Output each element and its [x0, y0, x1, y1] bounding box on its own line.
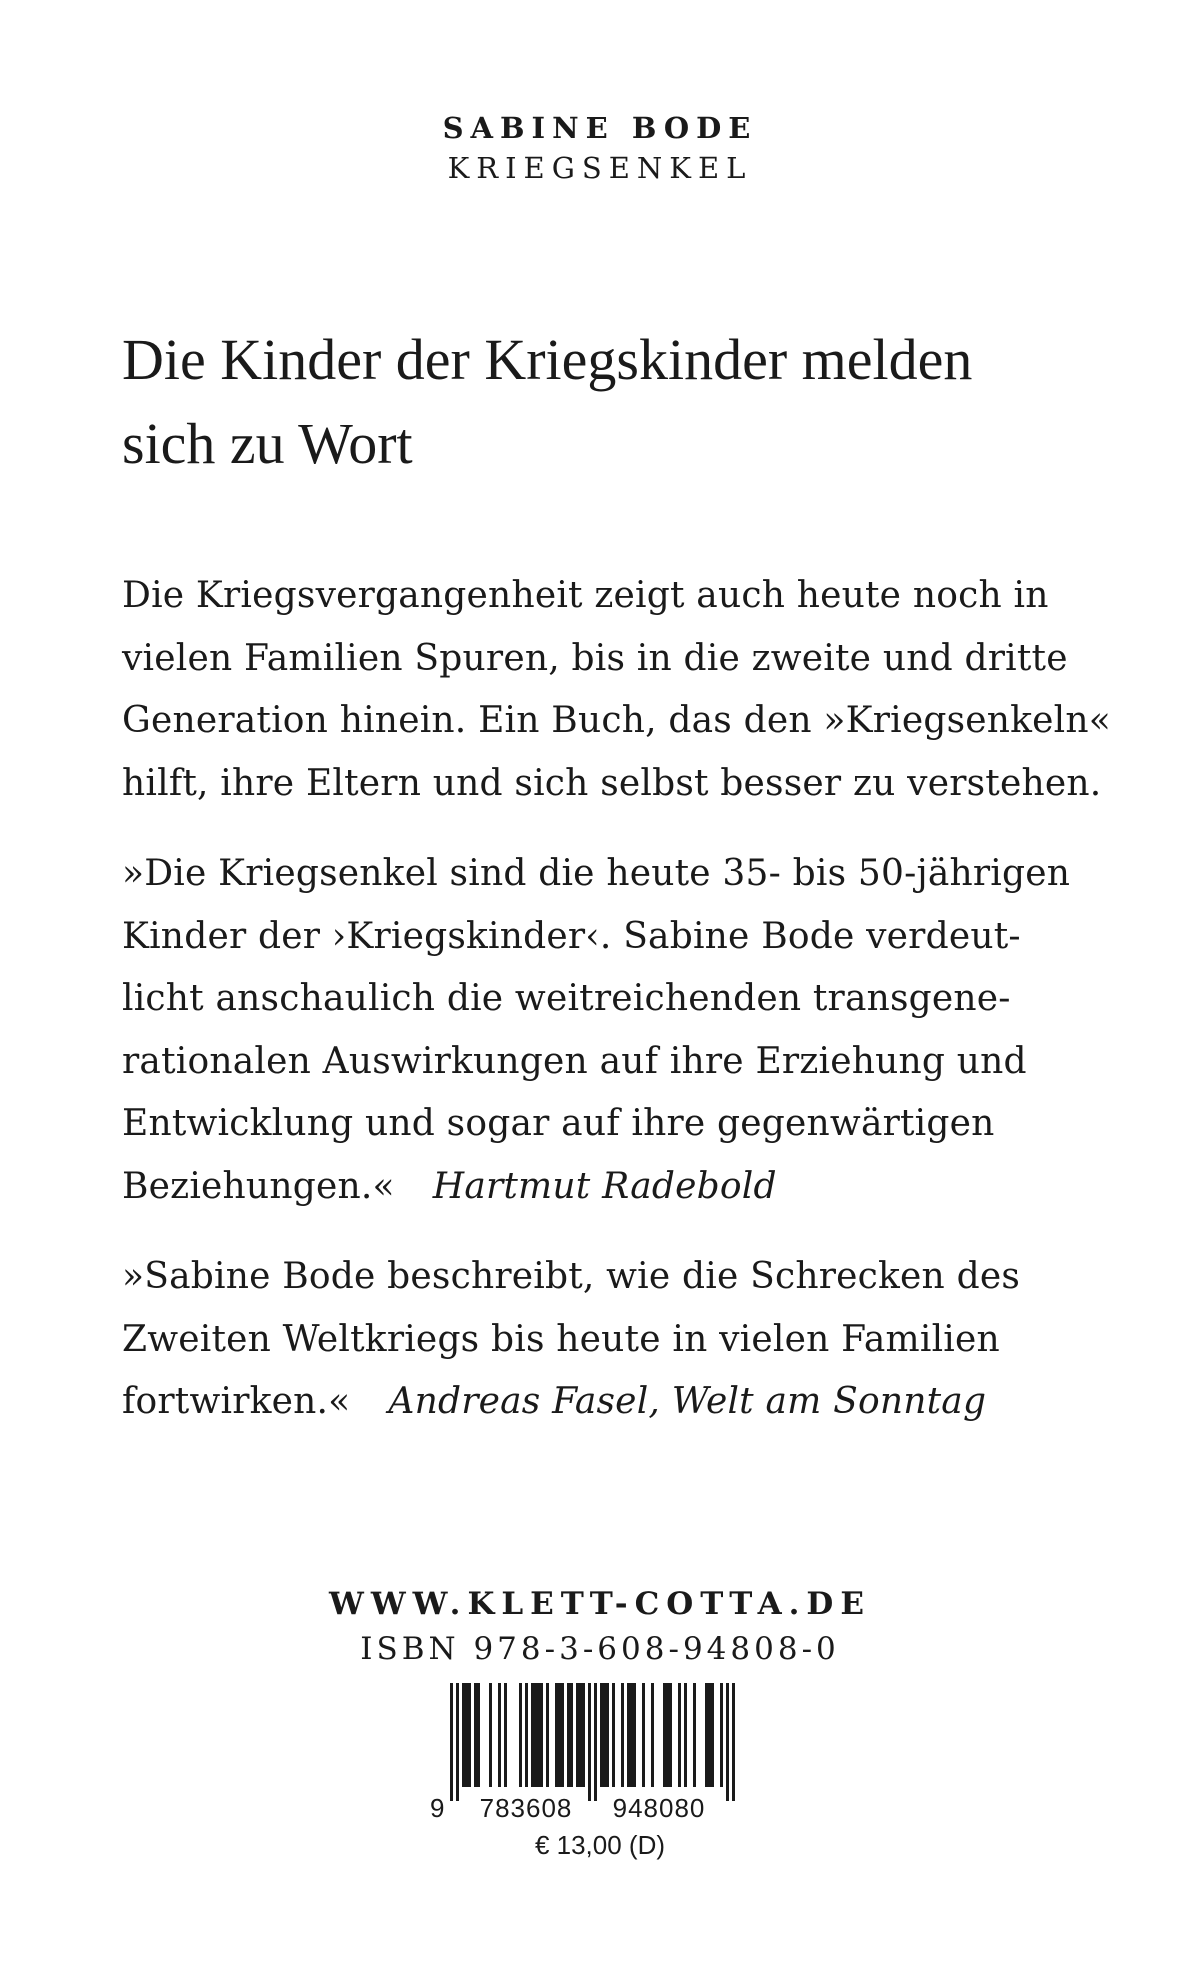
barcode-bar	[540, 1683, 543, 1787]
barcode-bar	[465, 1683, 468, 1787]
barcode-bar	[720, 1683, 723, 1787]
barcode-guard-bar	[456, 1683, 459, 1801]
review-quote-radebold	[122, 843, 1122, 1218]
isbn-number: ISBN 978-3-608-94808-0	[360, 1631, 840, 1667]
headline-line: sich zu Wort	[122, 411, 413, 476]
barcode-guard-bar	[726, 1683, 729, 1801]
barcode-bar	[570, 1683, 573, 1787]
barcode-bar	[525, 1683, 528, 1787]
quote-line: rationalen Auswirkungen auf ihre Erziehung und	[122, 1040, 1027, 1082]
barcode-bar	[555, 1683, 558, 1787]
barcode-bar	[519, 1683, 522, 1787]
barcode-bar	[669, 1683, 672, 1787]
barcode-bar	[504, 1683, 507, 1787]
barcode-bar	[462, 1683, 465, 1787]
blurb-body	[122, 565, 1122, 1434]
barcode-bar	[684, 1683, 687, 1787]
quote-attribution: Andreas Fasel, Welt am Sonntag	[388, 1381, 987, 1422]
barcode-graphic	[422, 1683, 762, 1823]
quote-last-text: Beziehungen.«	[122, 1165, 395, 1207]
barcode-guard-bar	[732, 1683, 735, 1801]
barcode-bar	[531, 1683, 534, 1787]
quote-line: »Die Kriegsenkel sind die heute 35- bis 50-jährigen	[122, 853, 1071, 894]
barcode-bar	[705, 1683, 708, 1787]
barcode-digits-right: 948080	[612, 1793, 706, 1823]
barcode-bar	[708, 1683, 711, 1787]
intro-line: Die Kriegsvergangenheit zeigt auch heute noch in	[122, 575, 1049, 616]
barcode-bar	[498, 1683, 501, 1787]
intro-paragraph	[122, 565, 1122, 815]
cover-header	[0, 108, 1200, 188]
barcode-bar	[621, 1683, 624, 1787]
barcode-bar	[567, 1683, 570, 1787]
barcode-bar	[651, 1683, 654, 1787]
barcode-bar	[561, 1683, 564, 1787]
quote-line: »Sabine Bode beschreibt, wie die Schrecken des	[122, 1256, 1021, 1297]
barcode-bar	[663, 1683, 666, 1787]
barcode-bar	[534, 1683, 537, 1787]
quote-line: licht anschaulich die weitreichenden transgene-	[122, 978, 1011, 1019]
intro-line: hilft, ihre Eltern und sich selbst besser zu verstehen.	[122, 762, 1102, 804]
barcode-digit-first: 9	[430, 1793, 445, 1823]
barcode-bar	[489, 1683, 492, 1787]
barcode-bar	[603, 1683, 606, 1787]
barcode-bar	[468, 1683, 471, 1787]
review-quote-fasel	[122, 1246, 1122, 1434]
publisher-website: WWW.KLETT-COTTA.DE	[329, 1586, 871, 1622]
barcode-guard-bar	[588, 1683, 591, 1801]
barcode-bar	[711, 1683, 714, 1787]
barcode-bar	[630, 1683, 633, 1787]
barcode-bar	[666, 1683, 669, 1787]
barcode-bar	[633, 1683, 636, 1787]
intro-line: Generation hinein. Ein Buch, das den »Kriegsenkeln«	[122, 700, 1111, 741]
barcode-bar	[678, 1683, 681, 1787]
barcode-bar	[582, 1683, 585, 1787]
isbn-barcode	[422, 1683, 762, 1823]
barcode-bars	[450, 1683, 735, 1801]
barcode-bar	[546, 1683, 549, 1787]
intro-line: vielen Familien Spuren, bis in die zweite und dritte	[122, 637, 1068, 679]
quote-last-text: fortwirken.«	[122, 1381, 351, 1422]
barcode-bar	[612, 1683, 615, 1787]
barcode-bar	[537, 1683, 540, 1787]
publisher-footer	[0, 1582, 1200, 1672]
book-title: KRIEGSENKEL	[447, 151, 753, 185]
barcode-guard-bar	[450, 1683, 453, 1801]
quote-line-last	[122, 1156, 1122, 1219]
barcode-bar	[558, 1683, 561, 1787]
price-label: € 13,00 (D)	[534, 1830, 666, 1860]
quote-line: Entwicklung und sogar auf ihre gegenwärtigen	[122, 1103, 995, 1144]
quote-line: Kinder der ›Kriegskinder‹. Sabine Bode verdeut-	[122, 915, 1021, 957]
barcode-guard-bar	[594, 1683, 597, 1801]
barcode-bar	[474, 1683, 477, 1787]
barcode-bar	[627, 1683, 630, 1787]
headline-line: Die Kinder der Kriegskinder melden	[122, 327, 973, 392]
quote-attribution: Hartmut Radebold	[432, 1165, 777, 1207]
barcode-bar	[600, 1683, 603, 1787]
quote-line-last	[122, 1371, 1122, 1434]
barcode-bar	[576, 1683, 579, 1787]
barcode-digits-left: 783608	[479, 1793, 573, 1823]
barcode-bar	[693, 1683, 696, 1787]
barcode-bar	[477, 1683, 480, 1787]
quote-line: Zweiten Weltkriegs bis heute in vielen Familien	[122, 1318, 1000, 1360]
barcode-bar	[606, 1683, 609, 1787]
barcode-bar	[579, 1683, 582, 1787]
headline	[122, 318, 1102, 486]
author-name: SABINE BODE	[442, 111, 758, 145]
barcode-bar	[642, 1683, 645, 1787]
